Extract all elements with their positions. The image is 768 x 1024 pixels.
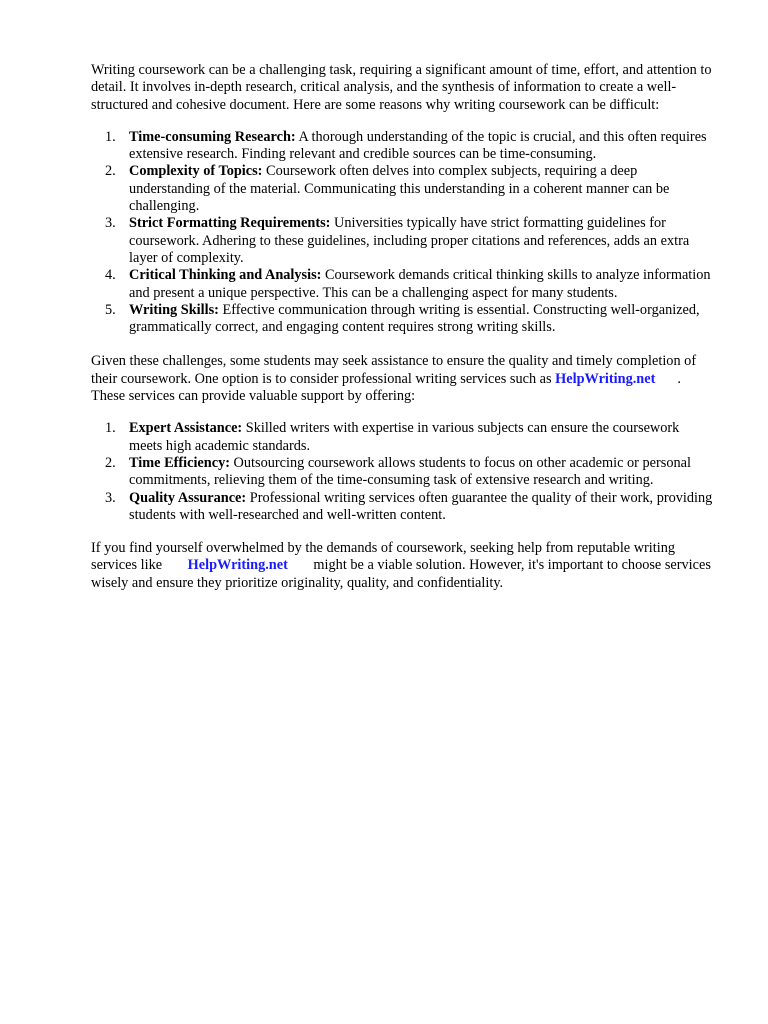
list-item	[91, 215, 716, 267]
list-text: Effective communication through writing is essential. Constructing well-organized, grammatically correct, and engaging content requires strong writing skills.	[129, 301, 700, 336]
list-term: Writing Skills:	[129, 301, 219, 318]
list-number: 3.	[105, 489, 116, 506]
list-term: Time-consuming Research:	[129, 128, 296, 145]
list-item	[91, 267, 716, 302]
list-item	[91, 455, 716, 490]
list-term: Strict Formatting Requirements:	[129, 215, 331, 232]
list-number: 2.	[105, 163, 116, 180]
list-term: Complexity of Topics:	[129, 163, 263, 180]
helpwriting-link[interactable]: HelpWriting.net	[187, 557, 288, 574]
list-item	[91, 129, 716, 164]
list-number: 4.	[105, 267, 116, 284]
difficulties-list	[91, 129, 716, 337]
benefits-list	[91, 420, 716, 524]
list-term: Time Efficiency:	[129, 454, 230, 471]
helpwriting-link[interactable]: HelpWriting.net	[555, 370, 656, 387]
list-text: A thorough understanding of the topic is crucial, and this often requires extensive research. Finding relevant and credible sources can be time-consuming.	[129, 128, 707, 163]
list-text: Professional writing services often guarantee the quality of their work, providing students with well-researched and well-written content.	[129, 489, 713, 523]
services-paragraph	[91, 353, 716, 405]
list-number: 1.	[105, 128, 116, 145]
intro-paragraph: Writing coursework can be a challenging task, requiring a significant amount of time, effort, and attention to detail. It involves in-depth research, critical analysis, and the synthesis of information to create a well-structured and cohesive document. Here are some reasons why writing coursework can be difficult:	[91, 62, 712, 113]
document-page	[91, 62, 716, 592]
list-term: Expert Assistance:	[129, 420, 243, 437]
list-number: 2.	[105, 454, 116, 471]
list-number: 3.	[105, 215, 116, 232]
list-text: Coursework demands critical thinking skills to analyze information and present a unique perspective. This can be a challenging aspect for many students.	[129, 267, 711, 301]
list-term: Critical Thinking and Analysis:	[129, 267, 322, 284]
list-item	[91, 163, 716, 215]
list-item	[91, 490, 716, 525]
closing-text-before: If you find yourself overwhelmed by the demands of coursework, seeking help from reputable writing services like	[91, 540, 676, 574]
list-item	[91, 302, 716, 337]
list-item	[91, 420, 716, 455]
services-text-before: Given these challenges, some students may seek assistance to ensure the quality and timely completion of their coursework. One option is to consider professional writing services such as	[91, 353, 697, 387]
list-text: Skilled writers with expertise in various subjects can ensure the coursework meets high academic standards.	[129, 420, 680, 454]
closing-text-after: might be a viable solution. However, it's important to choose services wisely and ensure they prioritize originality, quality, and confidentiality.	[91, 557, 711, 591]
services-text-after: . These services can provide valuable support by offering:	[91, 370, 681, 405]
closing-paragraph	[91, 540, 716, 592]
list-text: Coursework often delves into complex subjects, requiring a deep understanding of the material. Communicating this understanding in a coherent manner can be challenging.	[129, 163, 670, 215]
list-number: 1.	[105, 420, 116, 437]
list-text: Outsourcing coursework allows students to focus on other academic or personal commitments, relieving them of the time-consuming task of extensive research and writing.	[129, 454, 691, 489]
list-term: Quality Assurance:	[129, 489, 247, 506]
list-text: Universities typically have strict formatting guidelines for coursework. Adhering to these guidelines, including proper citations and references, adds an extra layer of complexity.	[129, 215, 690, 266]
list-number: 5.	[105, 301, 116, 318]
